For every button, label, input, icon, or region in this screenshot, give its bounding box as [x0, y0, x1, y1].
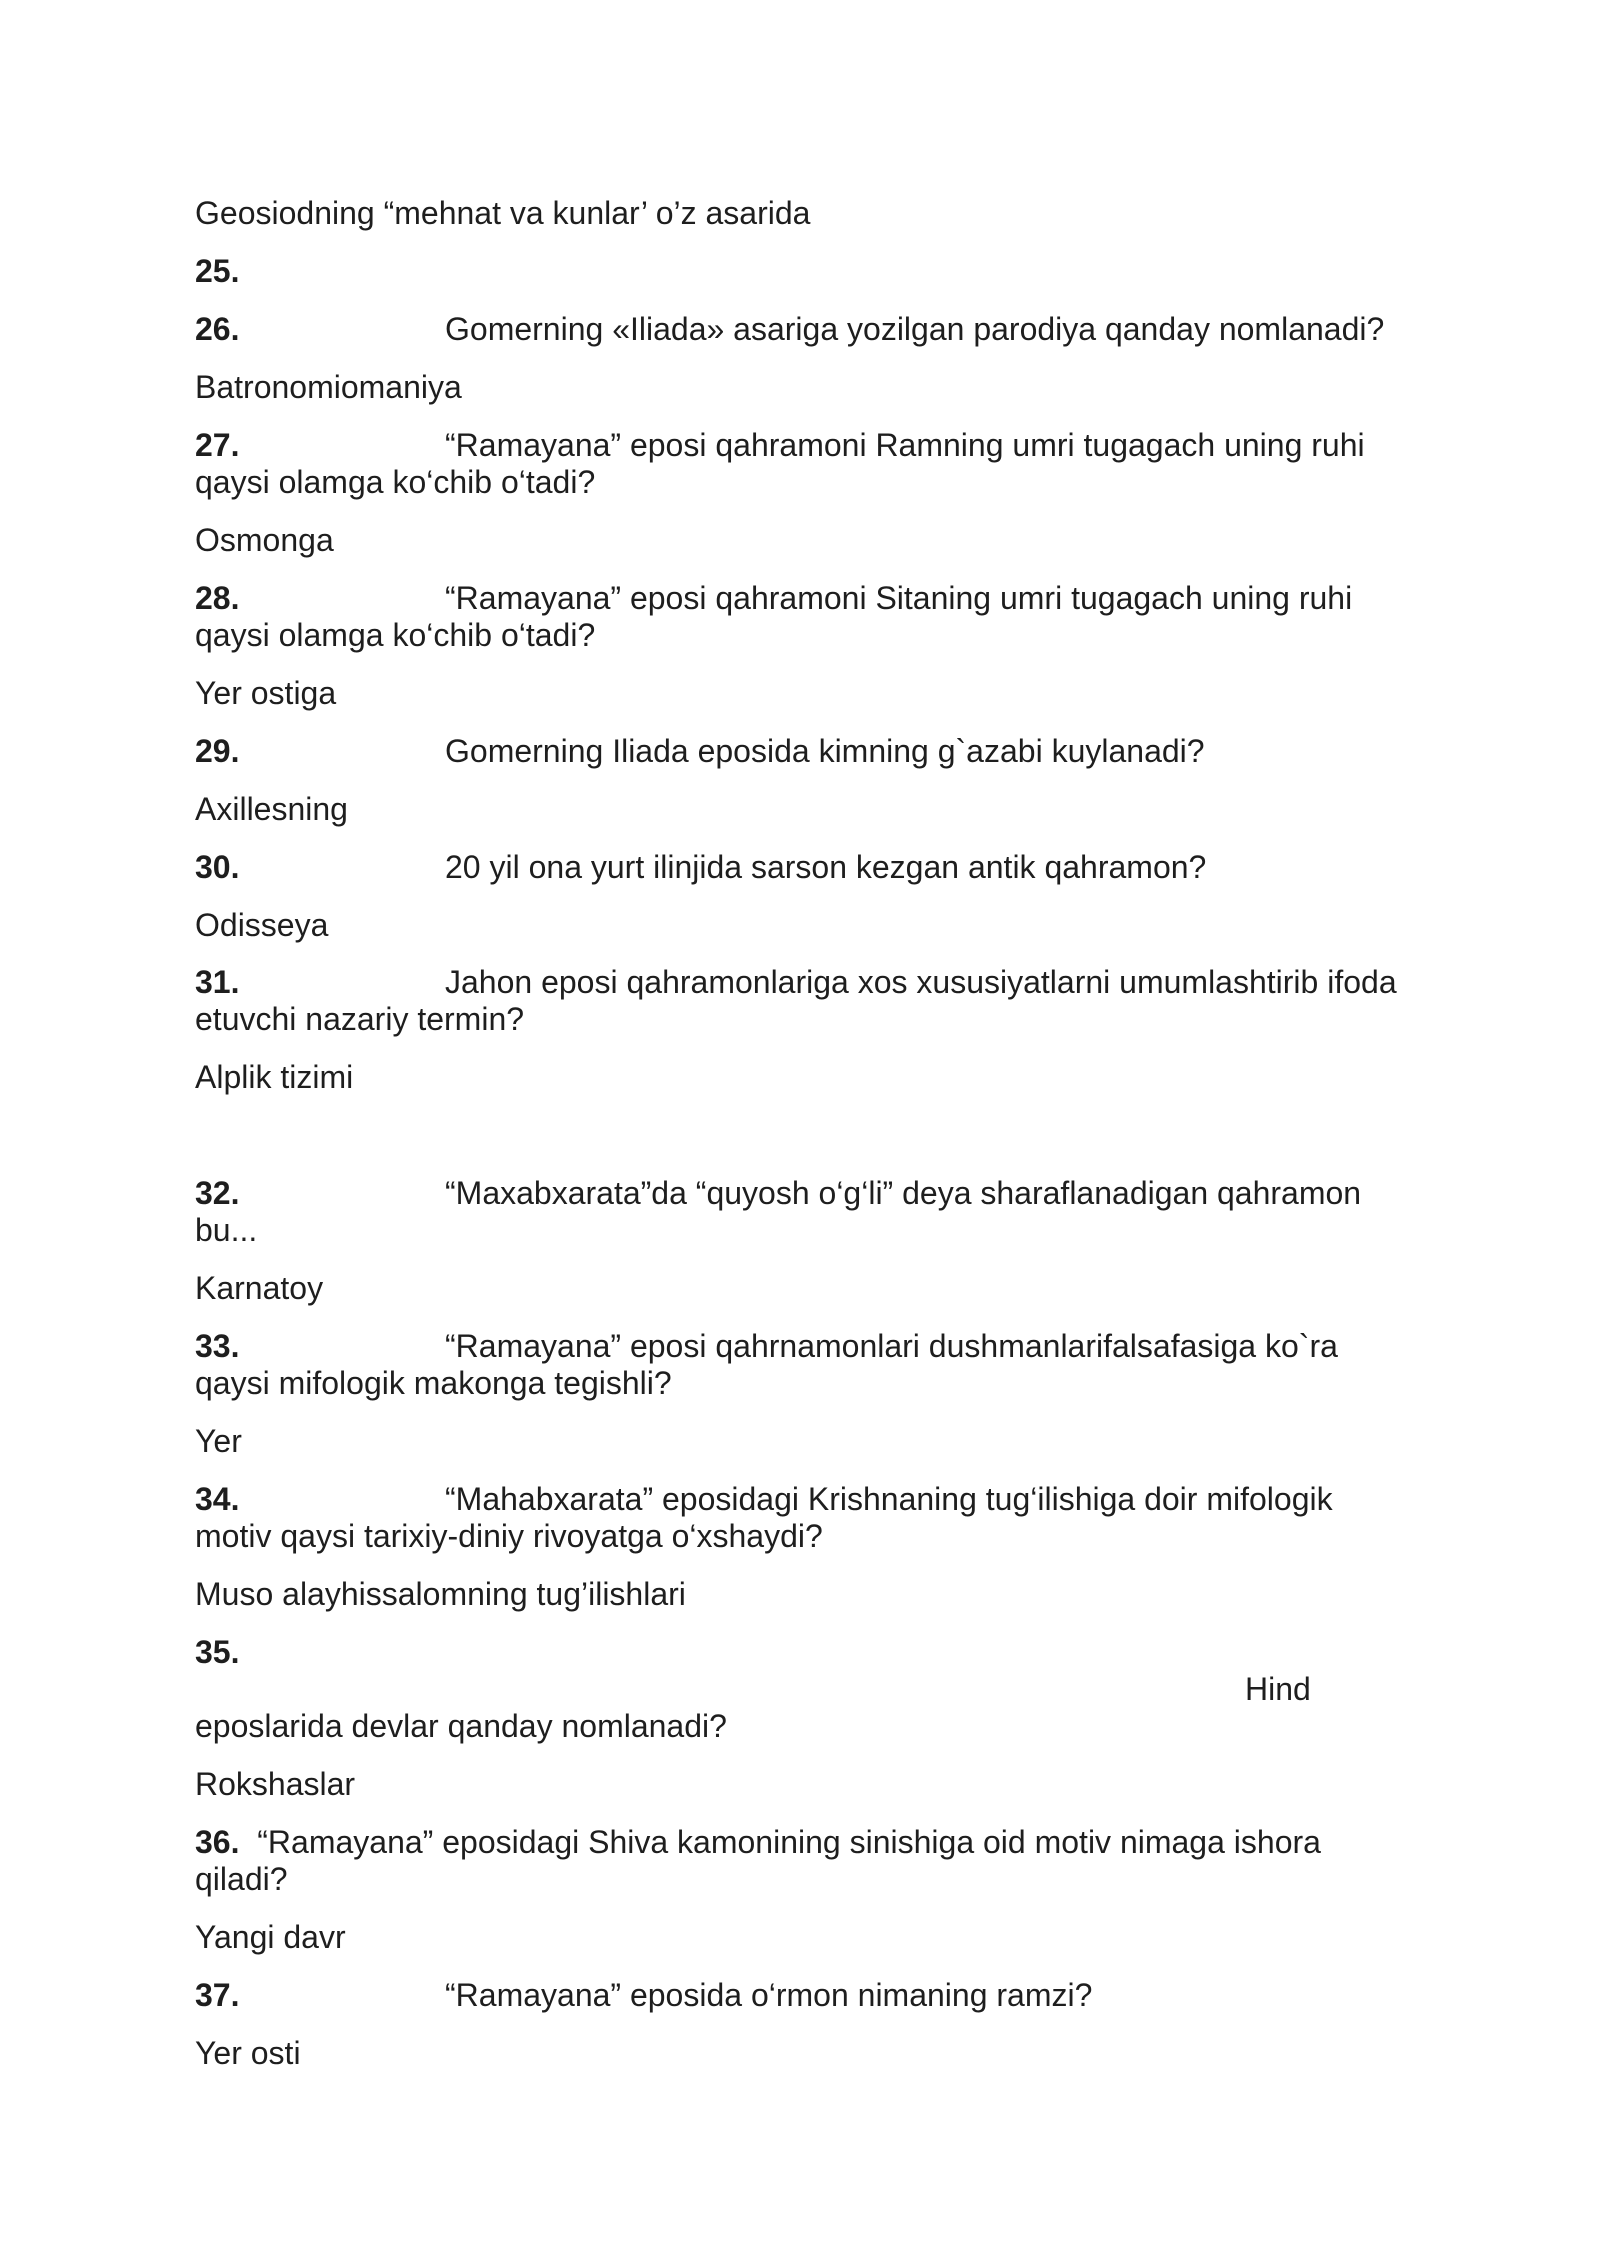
- answer-text: Yer ostiga: [195, 675, 337, 711]
- question-number: 28.: [195, 580, 240, 616]
- answer-text: Yer: [195, 1423, 242, 1459]
- question-number: 27.: [195, 427, 240, 463]
- question-number: 33.: [195, 1328, 240, 1364]
- question-text: “Mahabxarata” eposidagi Krishnaning tug‘ilishiga doir mifologik: [445, 1481, 1333, 1517]
- answer-text: Rokshaslar: [195, 1766, 356, 1802]
- question-text-continuation: qaysi mifologik makonga tegishli?: [195, 1365, 672, 1401]
- question-spacer: [239, 1824, 257, 1860]
- question-text: “Ramayana” eposida o‘rmon nimaning ramzi?: [445, 1977, 1093, 2013]
- question-text-continuation: qiladi?: [195, 1861, 288, 1897]
- question-number: 37.: [195, 1977, 240, 2013]
- question-text-continuation: eposlarida devlar qanday nomlanadi?: [195, 1708, 727, 1744]
- question-text-continuation: etuvchi nazariy termin?: [195, 1001, 525, 1037]
- question-number: 35.: [195, 1634, 240, 1670]
- question-text: Jahon eposi qahramonlariga xos xususiyatlarni umumlashtirib ifoda: [445, 964, 1397, 1000]
- question-number: 31.: [195, 964, 240, 1000]
- question-number: 26.: [195, 311, 240, 347]
- question-text: Gomerning «Iliada» asariga yozilgan parodiya qanday nomlanadi?: [445, 311, 1385, 347]
- question-text-continuation: qaysi olamga ko‘chib o‘tadi?: [195, 617, 596, 653]
- answer-text: Muso alayhissalomning tug’ilishlari: [195, 1576, 686, 1612]
- answer-text: Yer osti: [195, 2035, 301, 2071]
- question-text: 20 yil ona yurt ilinjida sarson kezgan antik qahramon?: [445, 849, 1207, 885]
- question-text-continuation: qaysi olamga ko‘chib o‘tadi?: [195, 464, 596, 500]
- question-number: 36.: [195, 1824, 240, 1860]
- question-text: “Maxabxarata”da “quyosh o‘g‘li” deya sharaflanadigan qahramon: [445, 1175, 1362, 1211]
- answer-text: Odisseya: [195, 907, 329, 943]
- question-text: “Ramayana” eposi qahrnamonlari dushmanlarifalsafasiga ko`ra: [445, 1328, 1338, 1364]
- answer-text: Karnatoy: [195, 1270, 324, 1306]
- question-text: “Ramayana” eposidagi Shiva kamonining sinishiga oid motiv nimaga ishora: [257, 1824, 1321, 1860]
- intro-line: Geosiodning “mehnat va kunlar’ o’z asarida: [195, 195, 811, 231]
- answer-text: Batronomiomaniya: [195, 369, 462, 405]
- answer-text: Osmonga: [195, 522, 334, 558]
- question-number: 25.: [195, 253, 240, 289]
- question-number: 32.: [195, 1175, 240, 1211]
- question-text: “Ramayana” eposi qahramoni Ramning umri tugagach uning ruhi: [445, 427, 1365, 463]
- answer-text: Alplik tizimi: [195, 1059, 354, 1095]
- question-line: [195, 1823, 1321, 1861]
- answer-text: Axillesning: [195, 791, 348, 827]
- answer-text: Yangi davr: [195, 1919, 346, 1955]
- question-text: “Ramayana” eposi qahramoni Sitaning umri tugagach uning ruhi: [445, 580, 1353, 616]
- question-number: 34.: [195, 1481, 240, 1517]
- question-number: 30.: [195, 849, 240, 885]
- question-number: 29.: [195, 733, 240, 769]
- question-text-continuation: motiv qaysi tarixiy-diniy rivoyatga o‘xshaydi?: [195, 1518, 823, 1554]
- question-text: Gomerning Iliada eposida kimning g`azabi kuylanadi?: [445, 733, 1205, 769]
- question-text: Hind: [1245, 1671, 1311, 1707]
- question-text-continuation: bu...: [195, 1212, 258, 1248]
